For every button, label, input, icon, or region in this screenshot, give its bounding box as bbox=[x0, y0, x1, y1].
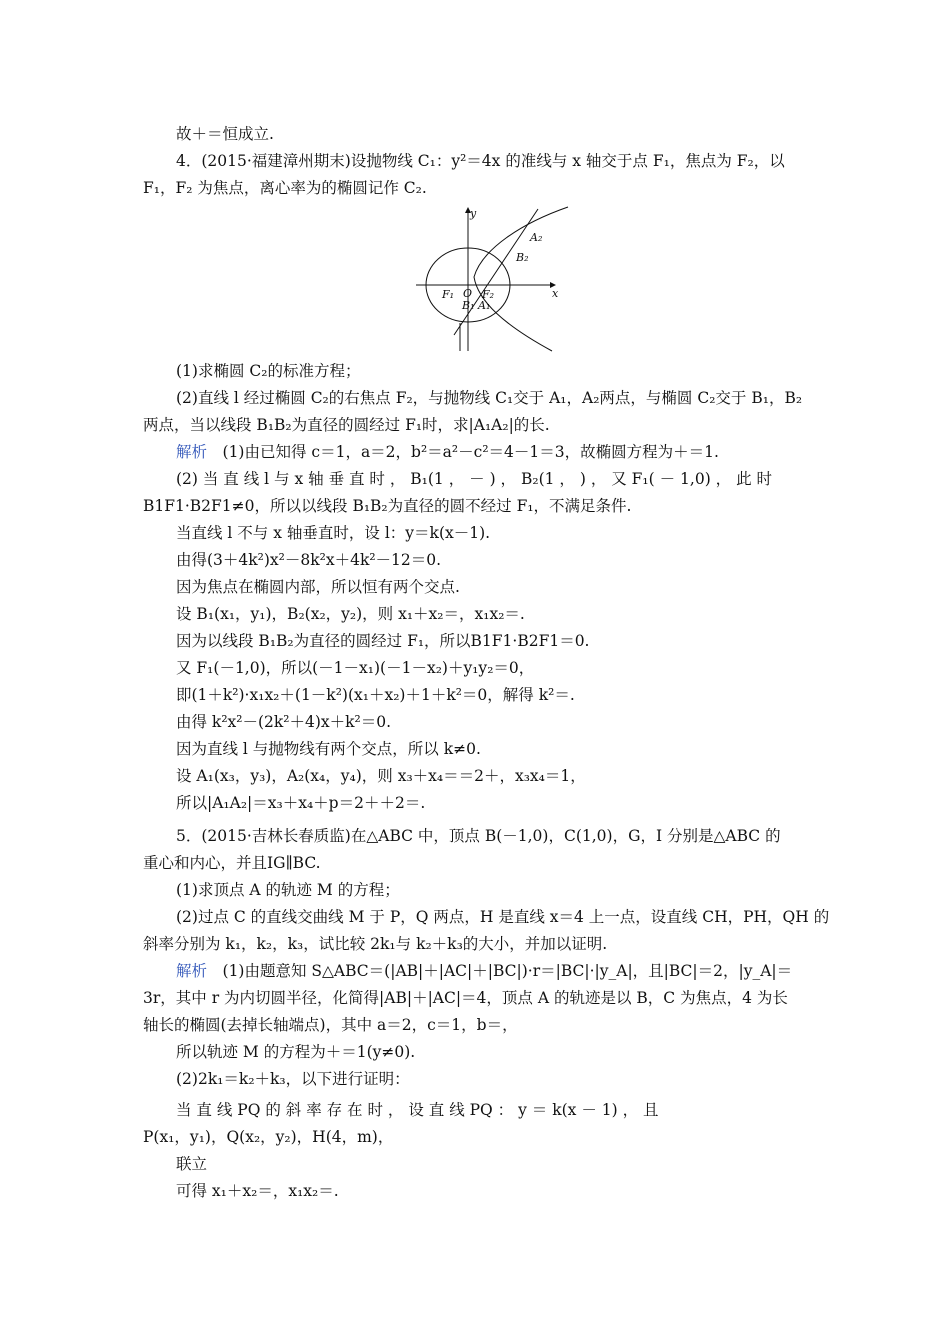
text-line: 由得(3＋4k²)x²－8k²x＋4k²－12＝0. bbox=[176, 551, 442, 569]
problem-5-statement: 5．(2015·吉林长春质监)在△ABC 中，顶点 B(－1,0)，C(1,0)，G，I 分别是△ABC 的 bbox=[176, 827, 781, 845]
text-line: 所以|A₁A₂|＝x₃＋x₄＋p＝2＋＋2＝. bbox=[176, 794, 426, 812]
text-line: 3r，其中 r 为内切圆半径，化简得|AB|＋|AC|＝4，顶点 A 的轨迹是以 B，C 为焦点，4 为长 bbox=[143, 989, 788, 1007]
text-line: 重心和内心，并且IG∥BC. bbox=[143, 854, 321, 872]
text-line: F₁，F₂ 为焦点，离心率为的椭圆记作 C₂. bbox=[143, 179, 427, 197]
line-l bbox=[454, 209, 538, 335]
text-line: 所以轨迹 M 的方程为＋＝1(y≠0). bbox=[176, 1043, 416, 1061]
text-line: 又 F₁(－1,0)，所以(－1－x₁)(－1－x₂)＋y₁y₂＝0， bbox=[176, 659, 535, 677]
text-line: 可得 x₁＋x₂＝，x₁x₂＝. bbox=[176, 1182, 339, 1200]
parabola-c1 bbox=[474, 207, 568, 351]
text-line: 故＋＝恒成立. bbox=[176, 125, 274, 143]
subquestion-2: (2)直线 l 经过椭圆 C₂的右焦点 F₂，与抛物线 C₁交于 A₁，A₂两点，与椭圆 C₂交于 B₁，B₂ bbox=[176, 389, 803, 407]
f2-label: F₂ bbox=[482, 288, 495, 301]
ellipse-parabola-figure bbox=[412, 205, 572, 355]
solution-line bbox=[176, 961, 792, 981]
f1-label: F₁ bbox=[442, 288, 455, 301]
solution-text: (1)由已知得 c＝1，a＝2，b²＝a²－c²＝4－1＝3，故椭圆方程为＋＝1. bbox=[207, 443, 719, 461]
subquestion-1: (1)求椭圆 C₂的标准方程； bbox=[176, 362, 361, 380]
text-line: 轴长的椭圆(去掉长轴端点)，其中 a＝2，c＝1，b＝， bbox=[143, 1016, 518, 1034]
text-line: 设 A₁(x₃，y₃)，A₂(x₄，y₄)，则 x₃＋x₄＝＝2＋，x₃x₄＝1， bbox=[176, 767, 586, 785]
b1-label: B₁ bbox=[462, 299, 475, 312]
text-line: 因为直线 l 与抛物线有两个交点，所以 k≠0. bbox=[176, 740, 481, 758]
text-line: B1F1·B2F1≠0，所以以线段 B₁B₂为直径的圆不经过 F₁，不满足条件. bbox=[143, 497, 632, 515]
solution-line bbox=[176, 442, 719, 462]
text-line: 联立 bbox=[176, 1155, 208, 1173]
text-line: 因为以线段 B₁B₂为直径的圆经过 F₁，所以B1F1·B2F1＝0. bbox=[176, 632, 590, 650]
text-line: 即(1＋k²)·x₁x₂＋(1－k²)(x₁＋x₂)＋1＋k²＝0，解得 k²＝. bbox=[176, 686, 575, 704]
a2-label: A₂ bbox=[530, 231, 543, 244]
text-line: (2)2k₁＝k₂＋k₃，以下进行证明： bbox=[176, 1070, 410, 1088]
text-line: 设 B₁(x₁，y₁)，B₂(x₂，y₂)，则 x₁＋x₂＝，x₁x₂＝. bbox=[176, 605, 525, 623]
solution-keyword: 解析 bbox=[176, 962, 208, 980]
y-axis-label: y bbox=[470, 207, 477, 220]
solution-text: (1)由题意知 S△ABC＝(|AB|＋|AC|＋|BC|)·r＝|BC|·|y_A|，且|BC|＝2，|y_A|＝ bbox=[207, 962, 793, 980]
text-line: 当 直 线 PQ 的 斜 率 存 在 时 ， 设 直 线 PQ ： y ＝ k(x － 1) ， 且 bbox=[176, 1101, 659, 1119]
b2-label: B₂ bbox=[516, 251, 529, 264]
subquestion-2: (2)过点 C 的直线交曲线 M 于 P，Q 两点，H 是直线 x＝4 上一点，设直线 CH，PH，QH 的 bbox=[176, 908, 830, 926]
origin-label: O bbox=[463, 287, 473, 300]
x-axis-label: x bbox=[552, 287, 559, 300]
text-line: 当直线 l 不与 x 轴垂直时，设 l：y＝k(x－1). bbox=[176, 524, 491, 542]
text-line: 两点，当以线段 B₁B₂为直径的圆经过 F₁时，求|A₁A₂|的长. bbox=[143, 416, 550, 434]
figure-svg bbox=[412, 205, 572, 355]
text-line: 由得 k²x²－(2k²＋4)x＋k²＝0. bbox=[176, 713, 392, 731]
a1-label: A₁ bbox=[478, 299, 491, 312]
text-line: 斜率分别为 k₁，k₂，k₃，试比较 2k₁与 k₂＋k₃的大小，并加以证明. bbox=[143, 935, 608, 953]
text-line: (2) 当 直 线 l 与 x 轴 垂 直 时 ， B₁(1 ， － ) ， B₂(1 ， ) ， 又 F₁( － 1,0) ， 此 时 bbox=[176, 470, 773, 488]
text-line: P(x₁，y₁)，Q(x₂，y₂)，H(4，m)， bbox=[143, 1128, 394, 1146]
solution-keyword: 解析 bbox=[176, 443, 208, 461]
subquestion-1: (1)求顶点 A 的轨迹 M 的方程； bbox=[176, 881, 400, 899]
text-line: 因为焦点在椭圆内部，所以恒有两个交点. bbox=[176, 578, 460, 596]
problem-4-statement: 4．(2015·福建漳州期末)设抛物线 C₁：y²＝4x 的准线与 x 轴交于点 F₁，焦点为 F₂，以 bbox=[176, 152, 785, 170]
